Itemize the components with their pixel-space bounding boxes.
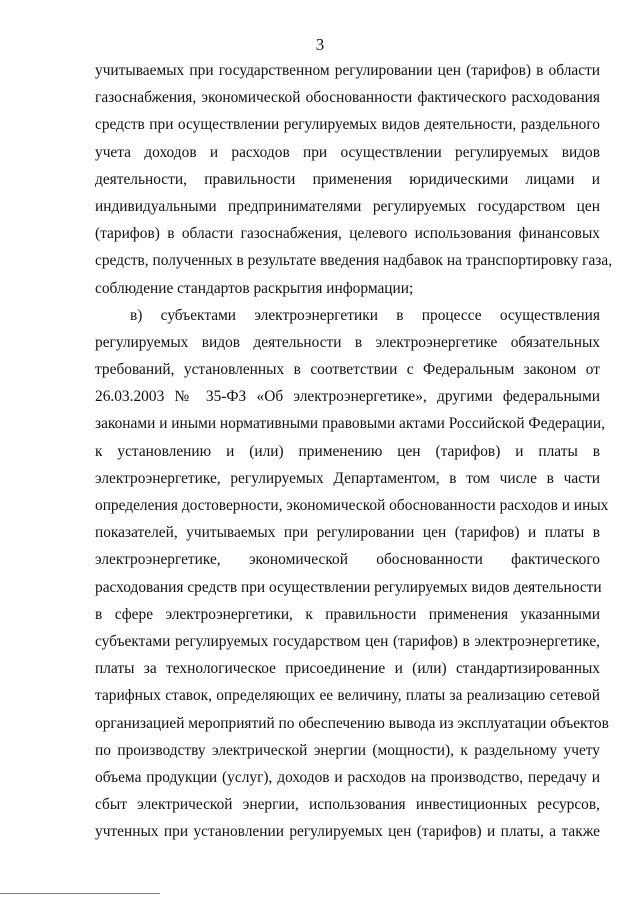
text-line: требований, установленных в соответствии с Федеральным законом от [95,361,600,379]
text-line: газоснабжения, экономической обоснованности фактического расходования [95,89,600,107]
text-line: в сфере электроэнергетики, к правильности применения указанными [95,605,600,623]
text-line: учитываемых при государственном регулировании цен (тарифов) в области [95,62,600,79]
text-line: деятельности, правильности применения юридическими лицами и [95,170,600,188]
text-line: учета доходов и расходов при осуществлении регулируемых видов [95,143,600,161]
text-line: электроэнергетике, экономической обоснованности фактического [95,551,600,569]
text-line: 26.03.2003 № 35-ФЗ «Об электроэнергетике», другими федеральными [95,388,600,406]
text-line: сбыт электрической энергии, использования инвестиционных ресурсов, [95,796,600,814]
text-line: к установлению и (или) применению цен (тарифов) и платы в [95,442,600,460]
text-line: индивидуальными предпринимателями регулируемых государством цен [95,197,600,215]
text-line: организацией мероприятий по обеспечению вывода из эксплуатации объектов [95,714,609,732]
text-line: законами и иными нормативными правовыми актами Российской Федерации, [95,415,605,433]
body-text [95,57,613,845]
text-line: по производству электрической энергии (мощности), к раздельному учету [95,741,600,759]
text-line: тарифных ставок, определяющих ее величину, платы за реализацию сетевой [95,687,600,705]
text-line: объема продукции (услуг), доходов и расходов на производство, передачу и [95,768,600,786]
text-line: электроэнергетике, регулируемых Департаментом, в том числе в части [95,469,600,487]
text-line: в) субъектами электроэнергетики в процессе осуществления [130,306,600,324]
text-line: определения достоверности, экономической обоснованности расходов и иных [95,497,609,514]
text-line: показателей, учитываемых при регулировании цен (тарифов) и платы в [95,524,600,542]
page-number: 3 [315,35,325,54]
text-line: соблюдение стандартов раскрытия информации; [95,279,414,297]
text-line: средств при осуществлении регулируемых видов деятельности, раздельного [95,116,600,134]
text-line: учтенных при установлении регулируемых цен (тарифов) и платы, а также [95,823,600,841]
text-line: субъектами регулируемых государством цен (тарифов) в электроэнергетике, [95,632,600,650]
text-line: платы за технологическое присоединение и (или) стандартизированных [95,660,600,678]
text-line: регулируемых видов деятельности в электроэнергетике обязательных [95,333,600,351]
text-line: (тарифов) в области газоснабжения, целевого использования финансовых [95,225,600,243]
text-line: расходования средств при осуществлении регулируемых видов деятельности [95,578,602,596]
footer-rule [0,893,160,894]
text-line: средств, полученных в результате введения надбавок на транспортировку газа, [95,252,613,270]
